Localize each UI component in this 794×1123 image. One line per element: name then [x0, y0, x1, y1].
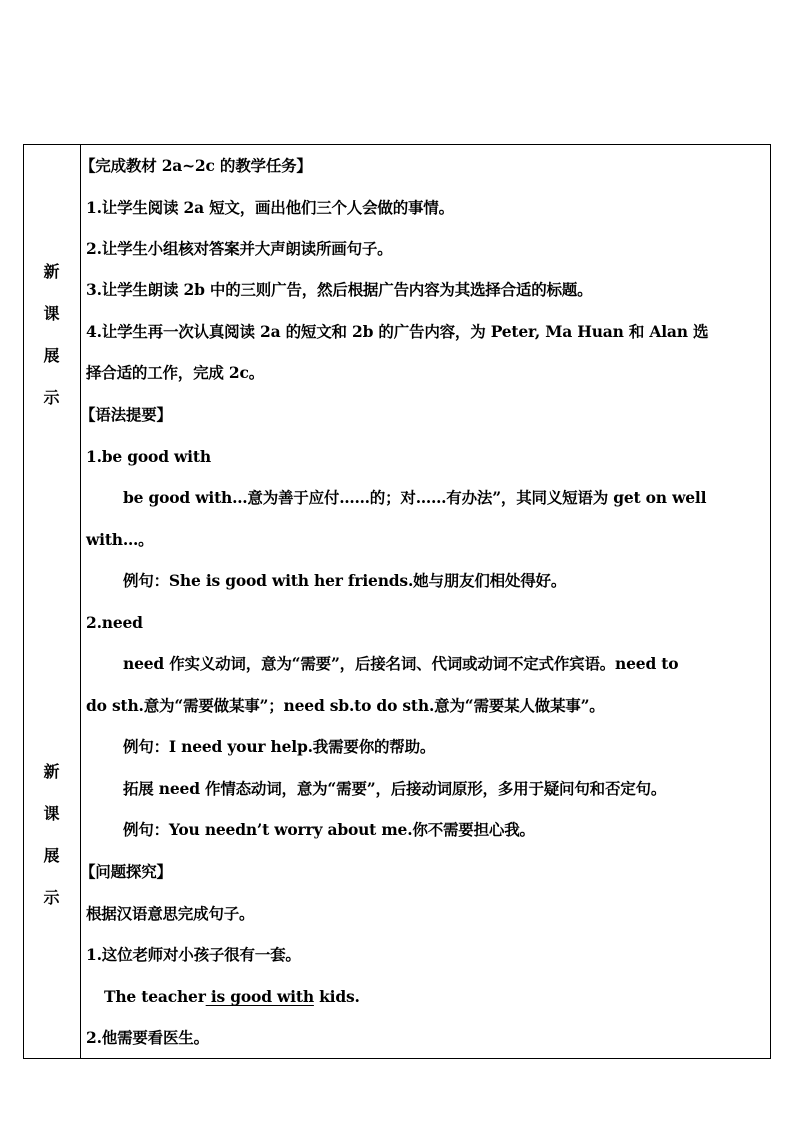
grammar-explanation: be good with…意为善于应付……的；对……有办法”，其同义短语为 get on well [123, 488, 707, 507]
exercise-answer-line [104, 987, 360, 1007]
side-char: 课 [43, 304, 60, 323]
task-item: 1.让学生阅读 2a 短文，画出他们三个人会做的事情。 [86, 198, 454, 217]
side-char: 示 [43, 888, 60, 907]
side-char: 展 [43, 346, 60, 365]
task-item: 4.让学生再一次认真阅读 2a 的短文和 2b 的广告内容，为 Peter, Ma Huan 和 Alan 选 [86, 322, 709, 341]
task-item: 2.让学生小组核对答案并大声朗读所画句子。 [86, 239, 393, 258]
grammar-point: 1.be good with [86, 447, 211, 466]
answer-suffix: kids. [313, 987, 360, 1006]
section-heading: 【语法提要】 [80, 405, 172, 424]
grammar-point: 2.need [86, 613, 143, 632]
example-sentence: 例句：She is good with her friends.她与朋友们相处得好。 [123, 571, 567, 590]
side-char: 新 [43, 262, 60, 281]
answer-prefix: The teacher [104, 987, 206, 1006]
exercise-item: 2.他需要看医生。 [86, 1028, 209, 1047]
side-char: 示 [43, 388, 60, 407]
section-heading: 【问题探究】 [80, 862, 172, 881]
extension-note: 拓展 need 作情态动词，意为“需要”，后接动词原形，多用于疑问句和否定句。 [123, 779, 667, 798]
side-char: 课 [43, 804, 60, 823]
section-heading: 【完成教材 2a~2c 的教学任务】 [80, 156, 312, 175]
example-sentence: 例句：I need your help.我需要你的帮助。 [123, 737, 436, 756]
column-divider [80, 144, 81, 1059]
grammar-explanation: need 作实义动词，意为“需要”，后接名词、代词或动词不定式作宾语。need to [123, 654, 679, 673]
side-char: 展 [43, 846, 60, 865]
answer-blank: is good with [205, 987, 314, 1006]
task-item: 3.让学生朗读 2b 中的三则广告，然后根据广告内容为其选择合适的标题。 [86, 280, 593, 299]
side-char: 新 [43, 762, 60, 781]
instruction: 根据汉语意思完成句子。 [86, 904, 255, 923]
exercise-item: 1.这位老师对小孩子很有一套。 [86, 945, 301, 964]
example-sentence: 例句：You needn’t worry about me.你不需要担心我。 [123, 820, 535, 839]
grammar-explanation-cont: do sth.意为“需要做某事”；need sb.to do sth.意为“需要某人做某事”。 [86, 696, 605, 715]
grammar-explanation-cont: with…。 [86, 530, 154, 549]
task-item-cont: 择合适的工作，完成 2c。 [86, 363, 265, 382]
